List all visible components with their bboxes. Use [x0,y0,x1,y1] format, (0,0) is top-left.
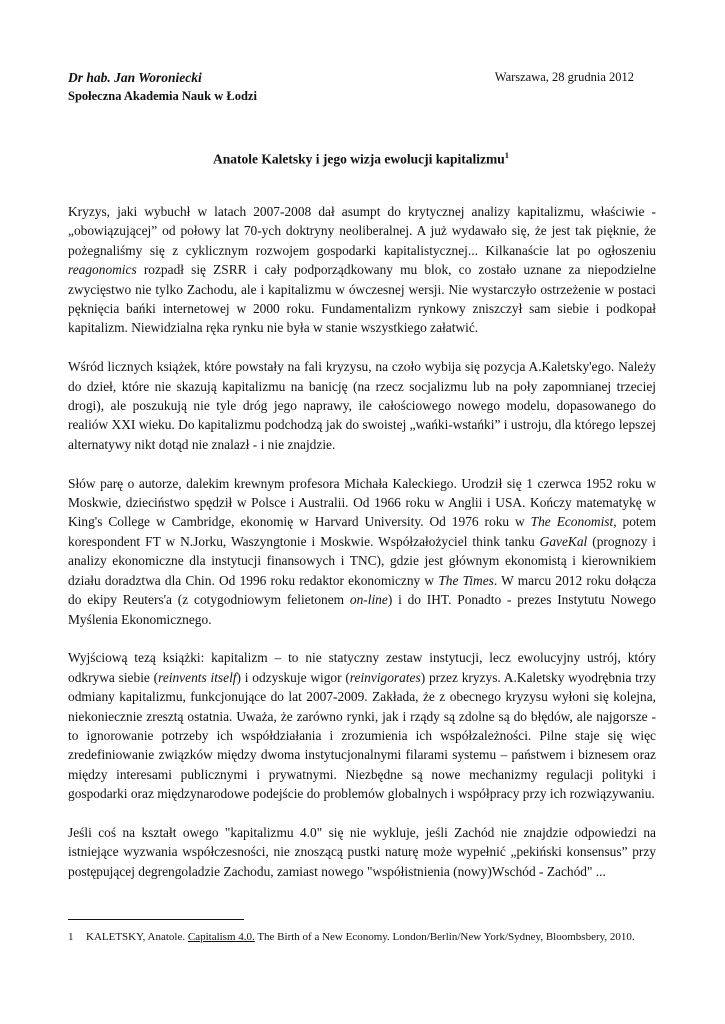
paragraph-4 [68,648,656,803]
paragraph-2: Wśród licznych książek, które powstały na fali kryzysu, na czoło wybija się pozycja A.Kaletsky'ego. Należy do dzieł, które nie skazują kapitalizmu na banicję (na rzecz socjalizmu lub na poły zapomnianej trzeciej drogi), ale poszukują nie tyle dróg jego naprawy, ile całościowego nowego modelu, dopasowanego do realiów XXI wieku. Do kapitalizmu podchodzą jak do swoistej „wańki-wstańki” i ustroju, dla którego lepszej alternatywy nikt dotąd nie znalazł - i nie znajdzie. [68,359,656,452]
paragraph-4-text-a: Wyjściową tezą książki: kapitalizm – to nie statyczny zestaw instytucji, lecz ewolucyjny ustrój, który odkrywa siebie ( [68,650,656,685]
footnote-divider [68,919,244,920]
paragraph-1-text-a: Kryzys, jaki wybuchł w latach 2007-2008 dał asumpt do krytycznej analizy kapitalizmu, właściwie - „obowiązującej” od połowy lat 70-ych doktryny neoliberalnej. A już wydawało się, że jest tak pięknie, że pożegnaliśmy się z cyklicznym rozwojem gospodarki kapitalistycznej... Kilkanaście lat po ogłoszeniu [68,204,656,258]
footnote [68,929,656,945]
paragraph-3-italic-online: on-line [349,592,388,608]
footnote-book-title: Capitalism 4.0. [187,931,255,943]
footnote-number: 1 [68,931,74,943]
paragraph-3-italic-gavekal: GaveKal [539,533,588,549]
paragraph-3-text-a: Słów parę o autorze, dalekim krewnym profesora Michała Kaleckiego. Urodził się 1 czerwca 1952 roku w Moskwie, dzieciństwo spędził w Polsce i Australii. Od 1966 roku w Anglii i USA. Kończy matematykę w King's College w Cambridge, ekonomię w Harvard University. Od 1976 roku w [68,475,656,530]
paragraph-1-italic-reagonomics: reagonomics [68,262,137,278]
paragraph-1-text-c: rozpadł się ZSRR i cały podporządkowany mu blok, co zostało uznane za niepodzielne zwycięstwo nie tylko Zachodu, ale i kapitalizmu w ówczesnej wersji. Nie wystarczyło ostrzeżenie w postaci pęknięcia bańki internetowej w 2000 roku. Fundamentalizm rynkowy zniszczył sam siebie i podkopał kapitalizm. Niewidzialna ręka rynku nie była w stanie wszystkiego załatwić. [68,262,656,336]
document-body [68,202,656,901]
place-date: Warszawa, 28 grudnia 2012 [494,70,634,84]
paragraph-3-text-c: , potem korespondent FT w N.Jorku, Waszyngtonie i Moskwie. Współzałożyciel think tanku [68,514,656,549]
footnote-text-a: KALETSKY, Anatole. [86,931,188,943]
author-name: Dr hab. Jan Woroniecki [68,70,202,85]
paragraph-4-text-e: ) przez kryzys. A.Kaletsky wyodrębnia trzy odmiany kapitalizmu, funkcjonujące do lat 2007-2009. Zakłada, że z obecnego kryzysu wyłoni się kolejna, niekoniecznie zresztą ostatnia. Uważa, że zarówno rynki, jak i rządy są zdolne są do błędów, ale najgorsze - to ignorowanie potrzeby ich współdziałania i zrozumienia ich współzależności. Pilne staje się więc zredefiniowanie związków między dwoma instytucjonalnymi filarami systemu – państwem i biznesem oraz między interesami publicznymi i prywatnymi. Niezbędne są nowe mechanizmy regulacji polityki i gospodarki oraz międzynarodowe podejście do problemów globalnych i współpracy przy ich rozwiązywaniu. [68,669,656,802]
paragraph-4-text-c: ) i odzyskuje wigor ( [236,669,350,685]
footnote-text [86,929,656,945]
paragraph-4-italic-reinvigorates: reinvigorates [349,669,421,685]
paragraph-3-italic-economist: The Economist [530,514,614,530]
affiliation: Społeczna Akademia Nauk w Łodzi [68,89,257,103]
document-title [68,150,654,168]
paragraph-5: Jeśli coś na kształt owego "kapitalizmu 4.0" się nie wykluje, jeśli Zachód nie znajdzie odpowiedzi na istniejące wyzwania współczesności, nie znoszącą pustki naturę może wypełnić „pekiński konsensus” przy postępującej degrengoladzie Zachodu, zamiast nowego "współistnienia (nowy)Wschód - Zachód" ... [68,824,656,879]
paragraph-3-text-e: (prognozy i analizy ekonomiczne dla instytucji finansowych i TNC), gdzie jest głównym ekonomistą i kierownikiem działu doradztwa dla Chin. Od 1996 roku redaktor ekonomiczny w [68,533,656,588]
paragraph-4-italic-reinvents: reinvents itself [158,669,237,685]
paragraph-3-italic-times: The Times [438,572,494,588]
footnote-text-c: The Birth of a New Economy. London/Berlin/New York/Sydney, Bloombsbery, 2010. [254,931,635,943]
paragraph-3-text-i: ) i do IHT. Ponadto - prezes Instytutu Nowego Myślenia Ekonomicznego. [68,592,656,627]
paragraph-3 [68,474,656,629]
title-footnote-ref: 1 [504,150,509,160]
paragraph-3-text-g: . W marcu 2012 roku dołącza do ekipy Reuters'a (z cotygodniowym felietonem [68,572,657,608]
paragraph-1 [68,202,656,338]
document-header [68,68,634,106]
title-text: Anatole Kaletsky i jego wizja ewolucji kapitalizmu [213,151,505,167]
